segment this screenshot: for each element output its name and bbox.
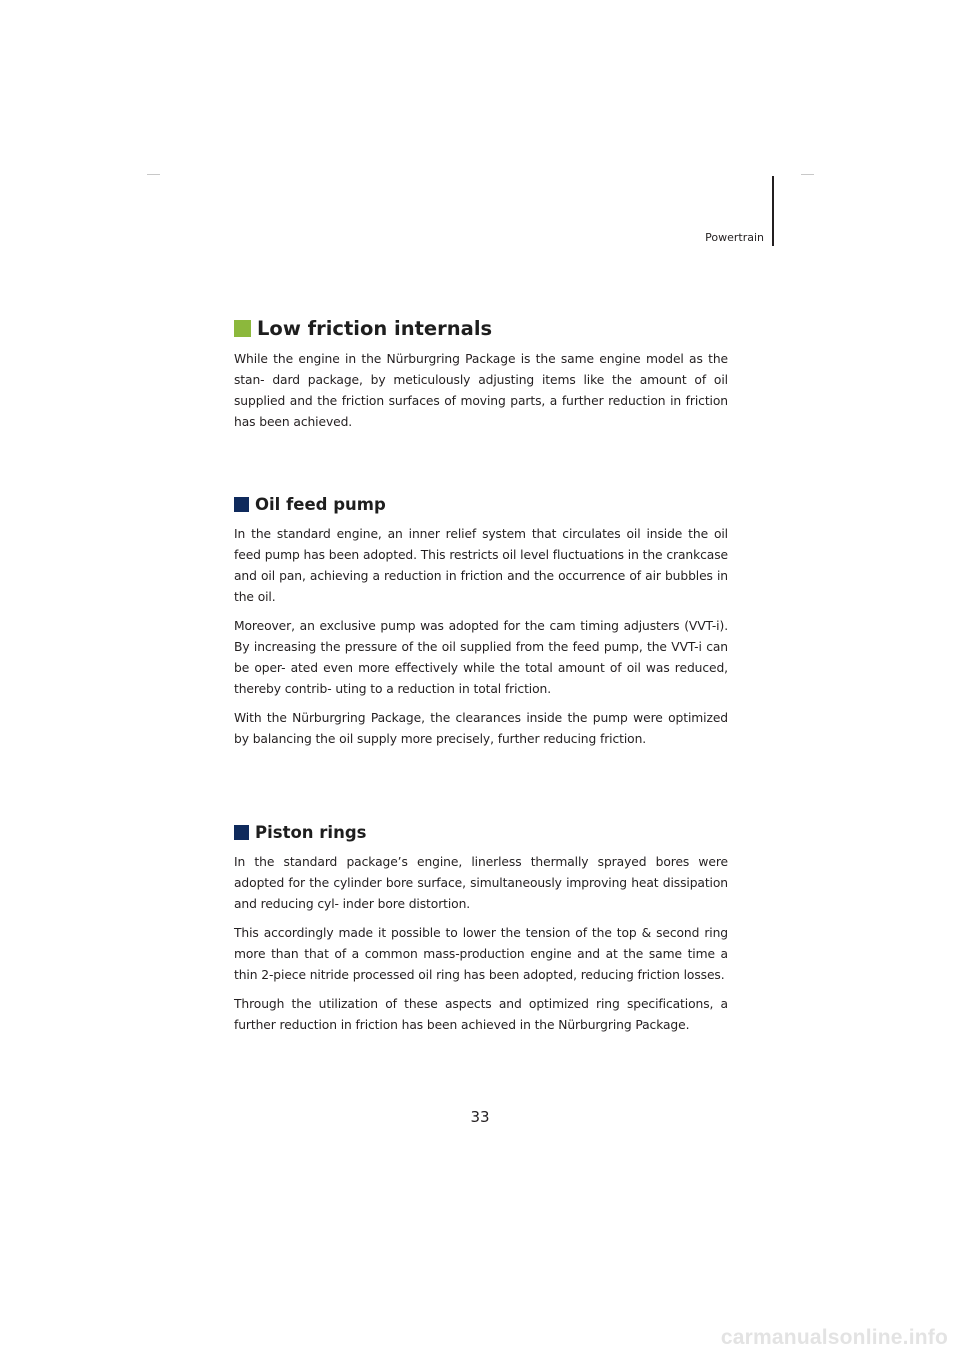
paragraph: Through the utilization of these aspects and optimized ring specifications, a further reduction in friction has been achieved in the Nürburgring Package.: [234, 997, 728, 1032]
section-low-friction-internals: [234, 312, 728, 433]
header-divider: [772, 176, 774, 246]
navy-square-bullet-icon: [234, 825, 249, 840]
watermark: carmanualsonline.info: [720, 1326, 948, 1349]
paragraph: This accordingly made it possible to lower the tension of the top & second ring more than that of a common mass-production engine and at the same time a thin 2-piece nitride processed oil ring has been adopted, reducing friction losses.: [234, 926, 728, 982]
page-content: [234, 312, 728, 1036]
green-square-bullet-icon: [234, 320, 251, 337]
subsection-title: Piston rings: [255, 822, 367, 842]
section-heading: [234, 312, 728, 344]
subsection-heading: [234, 489, 728, 519]
subsection-title: Oil feed pump: [255, 494, 386, 514]
paragraph: In the standard engine, an inner relief system that circulates oil inside the oil feed pump has been adopted. This restricts oil level fluctuations in the crankcase and oil pan, achieving a reduction in friction and the occurrence of air bubbles in the oil.: [234, 527, 728, 604]
paragraph: In the standard package’s engine, linerless thermally sprayed bores were adopted for the cylinder bore surface, simultaneously improving heat dissipation and reducing cyl- inder bore distortion.: [234, 855, 728, 911]
crop-mark-left: [147, 174, 160, 175]
crop-mark-right: [801, 174, 814, 175]
paragraph: With the Nürburgring Package, the clearances inside the pump were optimized by balancing the oil supply more precisely, further reducing friction.: [234, 711, 728, 746]
navy-square-bullet-icon: [234, 497, 249, 512]
section-oil-feed-pump: [234, 489, 728, 750]
section-piston-rings: [234, 817, 728, 1036]
section-title: Low friction internals: [257, 316, 493, 340]
subsection-heading: [234, 817, 728, 847]
paragraph: Moreover, an exclusive pump was adopted for the cam timing adjusters (VVT-i). By increasing the pressure of the oil supplied from the feed pump, the VVT-i can be oper- ated even more effectively while the total amount of oil was reduced, thereby contrib- uting to a reduction in total friction.: [234, 619, 728, 696]
page-number: 33: [470, 1108, 490, 1126]
paragraph: While the engine in the Nürburgring Package is the same engine model as the stan- dard package, by meticulously adjusting items like the amount of oil supplied and the friction surfaces of moving parts, a further reduction in friction has been achieved.: [234, 352, 728, 429]
running-header: Powertrain: [705, 231, 764, 244]
